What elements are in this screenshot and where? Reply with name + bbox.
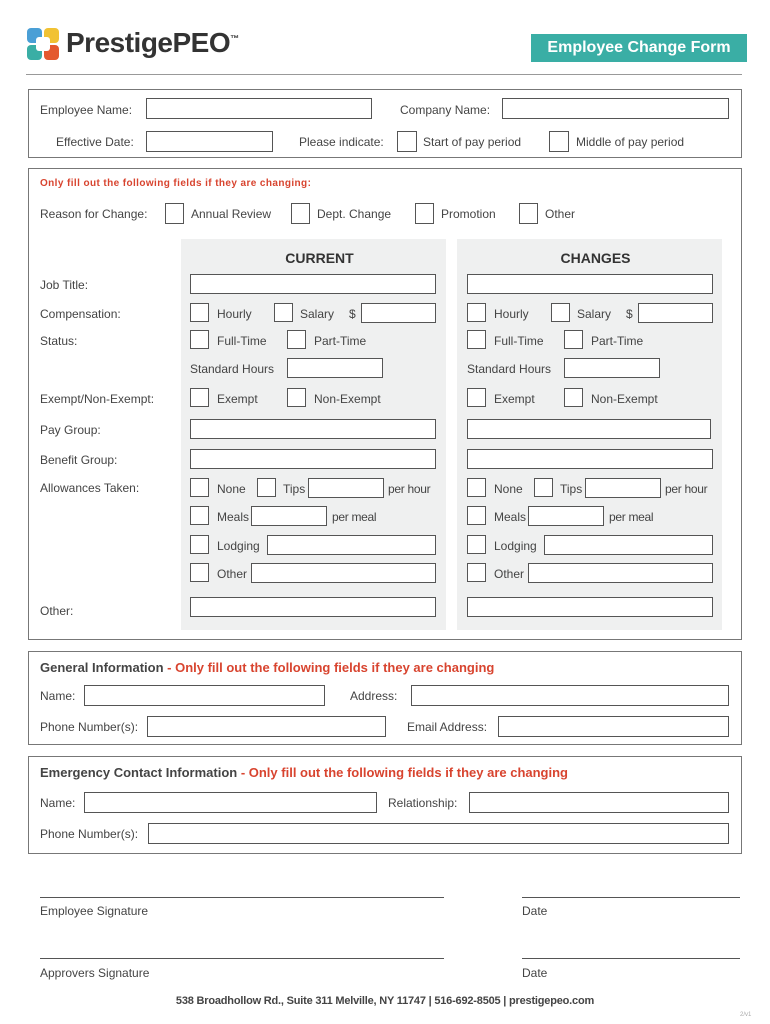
compensation-label: Compensation: <box>40 307 121 321</box>
current-tips-field[interactable] <box>308 478 384 498</box>
general-phone-field[interactable] <box>147 716 386 737</box>
general-name-field[interactable] <box>84 685 325 706</box>
current-benefit-group-field[interactable] <box>190 449 436 469</box>
form-title: Employee Change Form <box>547 39 731 56</box>
footer-version: 2/v1 <box>740 1012 752 1018</box>
emergency-name-label: Name: <box>40 796 76 810</box>
other-label: Other: <box>40 604 74 618</box>
current-per-meal-label: per meal <box>332 510 377 524</box>
general-info-header <box>40 660 494 675</box>
current-standard-hours-field[interactable] <box>287 358 383 378</box>
exempt-label: Exempt/Non-Exempt: <box>40 392 155 406</box>
approver-date-label: Date <box>522 966 548 980</box>
current-per-hour-label: per hour <box>388 482 431 496</box>
current-job-title-field[interactable] <box>190 274 436 294</box>
current-salary-label: Salary <box>300 307 335 321</box>
changes-salary-amount-field[interactable] <box>638 303 713 323</box>
company-name-label: Company Name: <box>400 103 491 117</box>
emergency-title: Emergency Contact Information <box>40 765 238 780</box>
effective-date-field[interactable] <box>146 131 273 152</box>
start-pay-period-checkbox[interactable] <box>397 131 417 152</box>
changes-exempt-option-label: Exempt <box>494 392 535 406</box>
employee-signature-label: Employee Signature <box>40 904 149 918</box>
changes-other-allowance-checkbox[interactable] <box>467 563 486 582</box>
current-lodging-field[interactable] <box>267 535 436 555</box>
general-address-field[interactable] <box>411 685 729 706</box>
changes-parttime-label: Part-Time <box>591 334 644 348</box>
employee-name-label: Employee Name: <box>40 103 133 117</box>
logo-mark-icon <box>26 27 60 61</box>
employee-date-label: Date <box>522 904 548 918</box>
changes-benefit-group-field[interactable] <box>467 449 713 469</box>
form-title-banner <box>531 34 747 62</box>
current-tips-checkbox[interactable] <box>257 478 276 497</box>
pay-group-label: Pay Group: <box>40 423 101 437</box>
changes-tips-label: Tips <box>560 482 583 496</box>
please-indicate-label: Please indicate: <box>299 135 384 149</box>
current-none-checkbox[interactable] <box>190 478 209 497</box>
current-pay-group-field[interactable] <box>190 419 436 439</box>
changes-exempt-checkbox[interactable] <box>467 388 486 407</box>
changes-per-meal-label: per meal <box>609 510 654 524</box>
current-other-field[interactable] <box>190 597 436 617</box>
job-title-label: Job Title: <box>40 278 89 292</box>
changes-nonexempt-checkbox[interactable] <box>564 388 583 407</box>
emergency-phone-label: Phone Number(s): <box>40 827 139 841</box>
general-phone-label: Phone Number(s): <box>40 720 139 734</box>
company-name-field[interactable] <box>502 98 729 119</box>
reason-annual-review-checkbox[interactable] <box>165 203 184 224</box>
middle-pay-period-checkbox[interactable] <box>549 131 569 152</box>
changes-lodging-field[interactable] <box>544 535 713 555</box>
current-meals-label: Meals <box>217 510 250 524</box>
emergency-phone-field[interactable] <box>148 823 729 844</box>
current-dollar-sign: $ <box>349 307 356 321</box>
benefit-group-label: Benefit Group: <box>40 453 118 467</box>
approver-date-line[interactable] <box>522 958 740 959</box>
general-address-label: Address: <box>350 689 398 703</box>
approver-signature-line[interactable] <box>40 958 444 959</box>
general-name-label: Name: <box>40 689 76 703</box>
changes-hourly-checkbox[interactable] <box>467 303 486 322</box>
effective-date-label: Effective Date: <box>56 135 134 149</box>
reason-dept-change-label: Dept. Change <box>317 207 392 221</box>
relationship-field[interactable] <box>469 792 729 813</box>
current-other-allowance-field[interactable] <box>251 563 436 583</box>
current-exempt-checkbox[interactable] <box>190 388 209 407</box>
changes-header: CHANGES <box>560 250 631 266</box>
changes-note: Only fill out the following fields if they are changing: <box>40 178 312 189</box>
changes-standard-hours-field[interactable] <box>564 358 660 378</box>
current-meals-checkbox[interactable] <box>190 506 209 525</box>
header-rule <box>26 74 742 75</box>
footer-address: 538 Broadhollow Rd., Suite 311 Melville, NY 11747 | 516-692-8505 | prestigepeo.com <box>175 995 595 1007</box>
general-info-note: - Only fill out the following fields if they are changing <box>163 660 495 675</box>
employee-signature-line[interactable] <box>40 897 444 898</box>
changes-job-title-field[interactable] <box>467 274 713 294</box>
changes-hourly-label: Hourly <box>494 307 529 321</box>
changes-other-field[interactable] <box>467 597 713 617</box>
changes-per-hour-label: per hour <box>665 482 708 496</box>
current-salary-checkbox[interactable] <box>274 303 293 322</box>
trademark: ™ <box>230 33 239 44</box>
start-pay-period-label: Start of pay period <box>423 135 522 149</box>
changes-fulltime-label: Full-Time <box>494 334 544 348</box>
changes-other-allowance-label: Other <box>494 567 525 581</box>
current-fulltime-checkbox[interactable] <box>190 330 209 349</box>
reason-promotion-label: Promotion <box>441 207 496 221</box>
changes-parttime-checkbox[interactable] <box>564 330 583 349</box>
current-parttime-label: Part-Time <box>314 334 367 348</box>
current-parttime-checkbox[interactable] <box>287 330 306 349</box>
status-label: Status: <box>40 334 78 348</box>
current-exempt-option-label: Exempt <box>217 392 258 406</box>
general-email-label: Email Address: <box>407 720 488 734</box>
changes-tips-field[interactable] <box>585 478 661 498</box>
current-nonexempt-checkbox[interactable] <box>287 388 306 407</box>
reason-label: Reason for Change: <box>40 207 148 221</box>
reason-other-label: Other <box>545 207 576 221</box>
changes-nonexempt-label: Non-Exempt <box>591 392 658 406</box>
changes-lodging-label: Lodging <box>494 539 537 553</box>
changes-pay-group-field[interactable] <box>467 419 711 439</box>
reason-annual-review-label: Annual Review <box>191 207 272 221</box>
general-info-title: General Information <box>40 660 164 675</box>
changes-other-allowance-field[interactable] <box>528 563 713 583</box>
current-hourly-label: Hourly <box>217 307 252 321</box>
emergency-name-field[interactable] <box>84 792 377 813</box>
changes-meals-label: Meals <box>494 510 527 524</box>
reason-other-checkbox[interactable] <box>519 203 538 224</box>
current-nonexempt-label: Non-Exempt <box>314 392 381 406</box>
changes-meals-checkbox[interactable] <box>467 506 486 525</box>
logo-text <box>66 27 239 59</box>
emergency-note: - Only fill out the following fields if they are changing <box>237 765 568 780</box>
changes-none-label: None <box>494 482 523 496</box>
general-email-field[interactable] <box>498 716 729 737</box>
current-other-allowance-checkbox[interactable] <box>190 563 209 582</box>
employee-date-line[interactable] <box>522 897 740 898</box>
current-header: CURRENT <box>285 250 354 266</box>
approver-signature-label: Approvers Signature <box>40 966 150 980</box>
changes-lodging-checkbox[interactable] <box>467 535 486 554</box>
current-meals-field[interactable] <box>251 506 327 526</box>
current-lodging-label: Lodging <box>217 539 260 553</box>
changes-tips-checkbox[interactable] <box>534 478 553 497</box>
middle-pay-period-label: Middle of pay period <box>576 135 685 149</box>
current-none-label: None <box>217 482 246 496</box>
changes-dollar-sign: $ <box>626 307 633 321</box>
current-other-allowance-label: Other <box>217 567 248 581</box>
current-tips-label: Tips <box>283 482 306 496</box>
emergency-header <box>40 765 568 780</box>
changes-standard-hours-label: Standard Hours <box>467 362 552 376</box>
relationship-label: Relationship: <box>388 796 458 810</box>
current-standard-hours-label: Standard Hours <box>190 362 275 376</box>
current-lodging-checkbox[interactable] <box>190 535 209 554</box>
current-hourly-checkbox[interactable] <box>190 303 209 322</box>
logo-wordmark: PrestigePEO <box>66 27 231 58</box>
changes-salary-label: Salary <box>577 307 612 321</box>
allowances-label: Allowances Taken: <box>40 481 140 495</box>
reason-promotion-checkbox[interactable] <box>415 203 434 224</box>
current-fulltime-label: Full-Time <box>217 334 267 348</box>
changes-meals-field[interactable] <box>528 506 604 526</box>
changes-salary-checkbox[interactable] <box>551 303 570 322</box>
current-salary-amount-field[interactable] <box>361 303 436 323</box>
changes-fulltime-checkbox[interactable] <box>467 330 486 349</box>
logo <box>26 27 60 61</box>
reason-dept-change-checkbox[interactable] <box>291 203 310 224</box>
changes-none-checkbox[interactable] <box>467 478 486 497</box>
employee-name-field[interactable] <box>146 98 372 119</box>
